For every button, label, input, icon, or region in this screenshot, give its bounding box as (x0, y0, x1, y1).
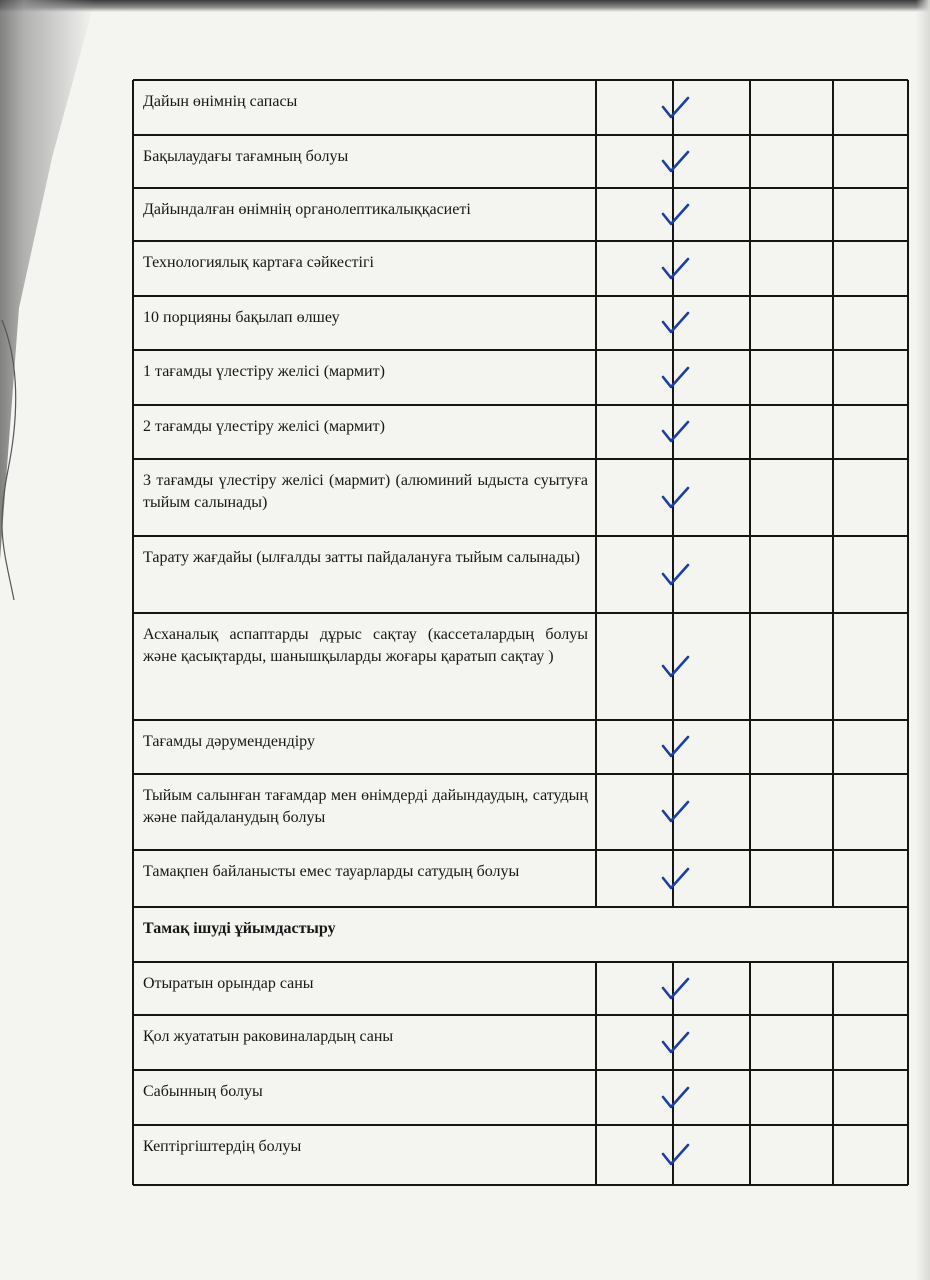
criterion-label: Асханалық аспаптарды дұрыс сақтау (кассеталардың болуы және қасықтарды, шанышқыларды жоғары қаратып сақтау ) (143, 626, 588, 665)
table-rule (133, 906, 908, 908)
column-divider (832, 80, 834, 135)
column-divider (749, 188, 751, 241)
table-rule (133, 134, 908, 136)
column-divider (132, 720, 134, 774)
criterion-label: Тарату жағдайы (ылғалды затты пайдалануға тыйым салынады) (143, 549, 580, 566)
table-rule (133, 719, 908, 721)
table-rule (133, 187, 908, 189)
column-divider (132, 1125, 134, 1185)
column-divider (132, 188, 134, 241)
column-divider (749, 1070, 751, 1125)
scan-shadow-right (916, 0, 930, 1280)
column-divider (595, 1070, 597, 1125)
check-icon (660, 202, 690, 228)
column-divider (132, 296, 134, 350)
column-divider (132, 350, 134, 405)
column-divider (749, 135, 751, 188)
column-divider (832, 135, 834, 188)
checklist-table (133, 80, 908, 1190)
table-rule (133, 349, 908, 351)
column-divider (832, 962, 834, 1015)
column-divider (595, 720, 597, 774)
column-divider (132, 962, 134, 1015)
table-rule (133, 1069, 908, 1071)
scan-shadow-top (0, 0, 930, 12)
column-divider (749, 774, 751, 850)
table-rule (133, 458, 908, 460)
criterion-label: Қол жуататын раковиналардың саны (143, 1028, 394, 1045)
column-divider (749, 613, 751, 720)
column-divider (907, 962, 909, 1015)
column-divider (907, 1015, 909, 1070)
column-divider (832, 1070, 834, 1125)
column-divider (132, 613, 134, 720)
column-divider (907, 459, 909, 536)
table-rule (133, 240, 908, 242)
criterion-label: Тамақпен байланысты емес тауарларды сатудың болуы (143, 863, 520, 880)
column-divider (749, 405, 751, 459)
column-divider (832, 241, 834, 296)
table-rule (133, 961, 908, 963)
column-divider (832, 405, 834, 459)
column-divider (832, 1015, 834, 1070)
check-icon (660, 734, 690, 760)
criterion-label: Дайын өнімнің сапасы (143, 93, 298, 110)
criterion-label: Кептіргіштердің болуы (143, 1138, 302, 1155)
column-divider (595, 536, 597, 613)
check-icon (660, 562, 690, 588)
column-divider (132, 774, 134, 850)
check-icon (660, 95, 690, 121)
column-divider (907, 536, 909, 613)
column-divider (907, 350, 909, 405)
check-icon (660, 365, 690, 391)
table-rule (133, 773, 908, 775)
column-divider (832, 613, 834, 720)
column-divider (132, 850, 134, 907)
column-divider (832, 1125, 834, 1185)
check-icon (660, 310, 690, 336)
column-divider (595, 774, 597, 850)
column-divider (907, 296, 909, 350)
column-divider (907, 80, 909, 135)
table-rule (133, 535, 908, 537)
column-divider (595, 850, 597, 907)
column-divider (749, 850, 751, 907)
check-icon (660, 654, 690, 680)
column-divider (132, 241, 134, 296)
column-divider (132, 405, 134, 459)
criterion-label: 10 порцияны бақылап өлшеу (143, 309, 340, 326)
check-icon (660, 866, 690, 892)
column-divider (595, 296, 597, 350)
column-divider (832, 459, 834, 536)
column-divider (132, 459, 134, 536)
column-divider (907, 135, 909, 188)
column-divider (907, 241, 909, 296)
column-divider (907, 1070, 909, 1125)
check-icon (660, 1030, 690, 1056)
column-divider (132, 135, 134, 188)
column-divider (132, 1015, 134, 1070)
column-divider (907, 1125, 909, 1185)
column-divider (749, 1015, 751, 1070)
criterion-label: Сабынның болуы (143, 1083, 263, 1100)
column-divider (832, 296, 834, 350)
column-divider (907, 720, 909, 774)
table-rule (133, 404, 908, 406)
check-icon (660, 976, 690, 1002)
table-rule (133, 1014, 908, 1016)
check-icon (660, 149, 690, 175)
column-divider (595, 405, 597, 459)
column-divider (595, 135, 597, 188)
criterion-label: Отыратын орындар саны (143, 975, 314, 992)
column-divider (907, 613, 909, 720)
criterion-label: Тыйым салынған тағамдар мен өнімдерді дайындаудың, сатудың және пайдаланудың болуы (143, 787, 588, 826)
table-border (132, 907, 134, 962)
criterion-label: Бақылаудағы тағамның болуы (143, 148, 349, 165)
column-divider (749, 1125, 751, 1185)
column-divider (907, 774, 909, 850)
column-divider (595, 188, 597, 241)
column-divider (749, 80, 751, 135)
check-icon (660, 485, 690, 511)
column-divider (749, 241, 751, 296)
column-divider (749, 536, 751, 613)
column-divider (749, 962, 751, 1015)
column-divider (832, 774, 834, 850)
column-divider (749, 459, 751, 536)
check-icon (660, 1142, 690, 1168)
column-divider (907, 850, 909, 907)
section-heading: Тамақ ішуді ұйымдастыру (143, 920, 336, 937)
column-divider (907, 188, 909, 241)
column-divider (595, 350, 597, 405)
column-divider (595, 613, 597, 720)
scan-artifact-line (0, 320, 22, 600)
criterion-label: 1 тағамды үлестіру желісі (мармит) (143, 363, 385, 380)
table-rule (133, 295, 908, 297)
check-icon (660, 1085, 690, 1111)
criterion-label: Дайындалған өнімнің органолептикалыққасиеті (143, 201, 471, 218)
table-rule (133, 612, 908, 614)
column-divider (132, 80, 134, 135)
check-icon (660, 419, 690, 445)
column-divider (832, 850, 834, 907)
column-divider (907, 405, 909, 459)
table-rule (133, 849, 908, 851)
column-divider (132, 536, 134, 613)
column-divider (595, 241, 597, 296)
column-divider (749, 720, 751, 774)
column-divider (749, 296, 751, 350)
column-divider (832, 536, 834, 613)
criterion-label: Тағамды дәрумендендіру (143, 733, 315, 750)
column-divider (595, 1125, 597, 1185)
column-divider (595, 459, 597, 536)
column-divider (832, 350, 834, 405)
table-rule (133, 1184, 908, 1186)
table-border (907, 907, 909, 962)
check-icon (660, 799, 690, 825)
column-divider (595, 962, 597, 1015)
column-divider (749, 350, 751, 405)
criterion-label: 3 тағамды үлестіру желісі (мармит) (алюминий ыдыста суытуға тыйым салынады) (143, 472, 588, 511)
criterion-label: 2 тағамды үлестіру желісі (мармит) (143, 418, 385, 435)
table-rule (133, 79, 908, 81)
column-divider (595, 80, 597, 135)
column-divider (132, 1070, 134, 1125)
column-divider (832, 188, 834, 241)
check-icon (660, 256, 690, 282)
criterion-label: Технологиялық картаға сәйкестігі (143, 254, 374, 271)
column-divider (832, 720, 834, 774)
column-divider (595, 1015, 597, 1070)
table-rule (133, 1124, 908, 1126)
